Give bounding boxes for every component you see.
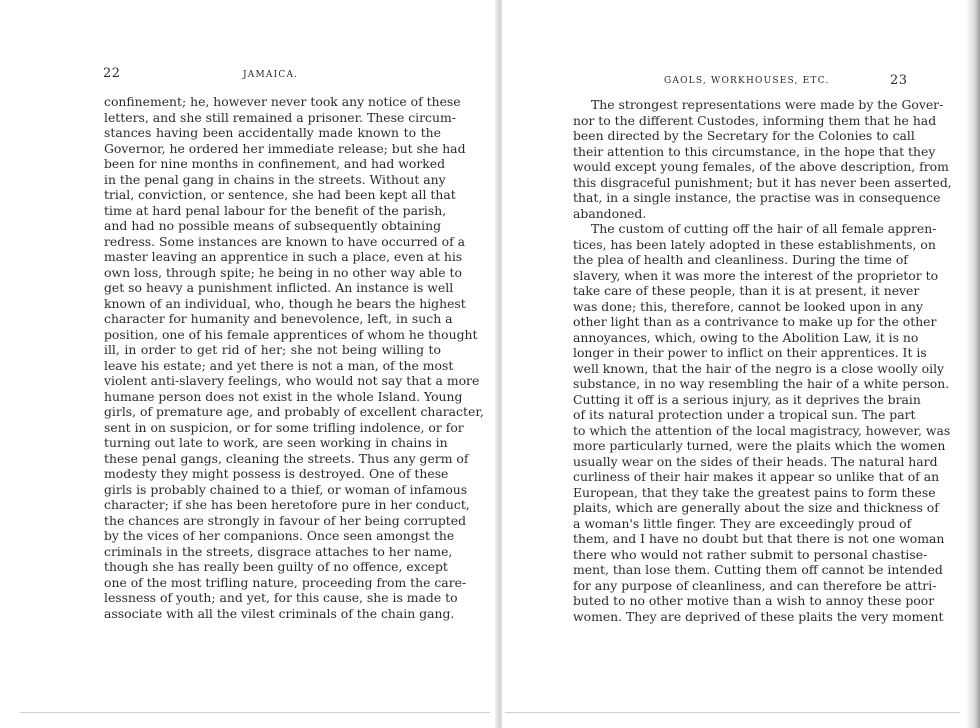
right-bottom-edge — [505, 712, 960, 713]
left-page-number: 22 — [103, 66, 121, 81]
text-line: by the vices of her companions. Once seen amongst the — [104, 528, 455, 543]
text-line: ill, in order to get rid of her; she not being willing to — [104, 342, 441, 357]
text-line: nor to the different Custodes, informing them that he had — [573, 112, 937, 128]
text-line: to which the attention of the local magistracy, however, was — [573, 422, 951, 438]
text-line: humane person does not exist in the whole Island. Young — [104, 388, 463, 404]
text-line: and had no possible means of subsequently obtaining — [104, 218, 441, 233]
text-line: plaits, which are generally about the size and thickness of — [573, 500, 939, 515]
text-line: own loss, through spite; he being in no other way able to — [104, 264, 462, 280]
right-page — [502, 0, 980, 728]
text-line: girls is probably chained to a thief, or woman of infamous — [104, 481, 468, 497]
text-line: the chances are strongly in favour of her being corrupted — [104, 512, 466, 528]
text-line: of its natural protection under a tropical sun. The part — [573, 407, 916, 422]
text-line: would except young females, of the above description, from — [573, 159, 949, 174]
text-line: take care of these people, than it is at present, it never — [573, 283, 920, 298]
text-line: well known, that the hair of the negro is a close woolly oily — [573, 360, 945, 376]
left-running-head: JAMAICA. — [243, 70, 299, 80]
text-line: slavery, when it was more the interest of the proprietor to — [573, 267, 939, 283]
right-page-number: 23 — [890, 73, 908, 88]
text-line: get so heavy a punishment inflicted. An instance is well — [104, 280, 454, 295]
text-line: master leaving an apprentice in such a place, even at his — [104, 249, 463, 264]
left-bottom-edge — [20, 712, 490, 713]
right-running-head: GAOLS, WORKHOUSES, ETC. — [664, 76, 830, 86]
text-line: one of the most trifling nature, proceeding from the care- — [104, 574, 467, 590]
text-line: more particularly turned, were the plaits which the women — [573, 438, 946, 453]
text-line: other light than as a contrivance to make up for the other — [573, 314, 937, 329]
left-page-body — [104, 94, 484, 621]
right-page-body — [573, 97, 952, 624]
text-line: for any purpose of cleanliness, and can therefore be attri- — [573, 577, 937, 593]
text-line: annoyances, which, owing to the Abolition Law, it is no — [573, 329, 919, 345]
text-line: these penal gangs, cleaning the streets. Thus any germ of — [104, 450, 469, 466]
text-line: The custom of cutting off the hair of all female appren- — [591, 221, 937, 236]
text-line: lessness of youth; and yet, for this cause, she is made to — [104, 590, 458, 605]
text-line: confinement; he, however never took any notice of these — [104, 94, 461, 109]
right-page-edge — [966, 0, 980, 728]
text-line: abandoned. — [573, 205, 647, 221]
text-line: curliness of their hair makes it appear so unlike that of an — [573, 469, 940, 484]
text-line: women. They are deprived of these plaits the very moment — [573, 608, 944, 624]
text-line: trial, conviction, or sentence, she had been kept all that — [104, 187, 456, 202]
text-line: violent anti-slavery feelings, who would not say that a more — [104, 373, 480, 388]
text-line: was done; this, therefore, cannot be looked upon in any — [573, 298, 923, 314]
text-line: usually wear on the sides of their heads. The natural hard — [573, 453, 938, 469]
text-line: known of an individual, who, though he bears the highest — [104, 295, 466, 311]
text-line: modesty they might possess is destroyed. One of these — [104, 466, 449, 481]
text-line: their attention to this circumstance, in the hope that they — [573, 143, 936, 159]
text-line: criminals in the streets, disgrace attaches to her name, — [104, 543, 453, 559]
text-line: associate with all the vilest criminals of the chain gang. — [104, 605, 455, 621]
text-line: substance, in no way resembling the hair of a white person. — [573, 376, 950, 391]
text-line: girls, of premature age, and probably of excellent character, — [104, 404, 484, 419]
text-line: sent in on suspicion, or for some trifling indolence, or for — [104, 419, 464, 435]
text-line: though she has really been guilty of no offence, except — [104, 559, 448, 574]
text-line: time at hard penal labour for the benefit of the parish, — [104, 202, 447, 218]
text-line: turning out late to work, are seen working in chains in — [104, 435, 448, 450]
text-line: ment, than lose them. Cutting them off cannot be intended — [573, 562, 943, 577]
text-line: that, in a single instance, the practise was in consequence — [573, 190, 941, 205]
text-line: leave his estate; and yet there is not a man, of the most — [104, 357, 454, 373]
text-line: The strongest representations were made by the Gover- — [591, 97, 944, 112]
text-line: redress. Some instances are known to have occurred of a — [104, 233, 466, 249]
text-line: stances having been accidentally made known to the — [104, 125, 441, 140]
text-line: been directed by the Secretary for the Colonies to call — [573, 128, 915, 143]
text-line: position, one of his female apprentices of whom he thought — [104, 326, 478, 342]
text-line: tices, has been lately adopted in these establishments, on — [573, 236, 936, 252]
text-line: this disgraceful punishment; but it has never been asserted, — [573, 174, 952, 190]
text-line: a woman's little finger. They are exceedingly proud of — [573, 515, 912, 531]
text-line: European, that they take the greatest pains to form these — [573, 484, 936, 500]
text-line: them, and I have no doubt but that there is not one woman — [573, 531, 945, 546]
text-line: Cutting it off is a serious injury, as it deprives the brain — [573, 391, 921, 407]
text-line: been for nine months in confinement, and had worked — [104, 156, 446, 171]
text-line: character; if she has been heretofore pure in her conduct, — [104, 497, 470, 512]
text-line: longer in their power to inflict on their apprentices. It is — [573, 345, 927, 360]
text-line: character for humanity and benevolence, left, in such a — [104, 311, 453, 326]
text-line: there who would not rather submit to personal chastise- — [573, 546, 928, 562]
text-line: letters, and she still remained a prisoner. These circum- — [104, 109, 456, 125]
text-line: buted to no other motive than a wish to annoy these poor — [573, 593, 935, 608]
text-line: Governor, he ordered her immediate release; but she had — [104, 140, 466, 156]
text-line: in the penal gang in chains in the streets. Without any — [104, 171, 446, 187]
text-line: the plea of health and cleanliness. During the time of — [573, 252, 908, 267]
